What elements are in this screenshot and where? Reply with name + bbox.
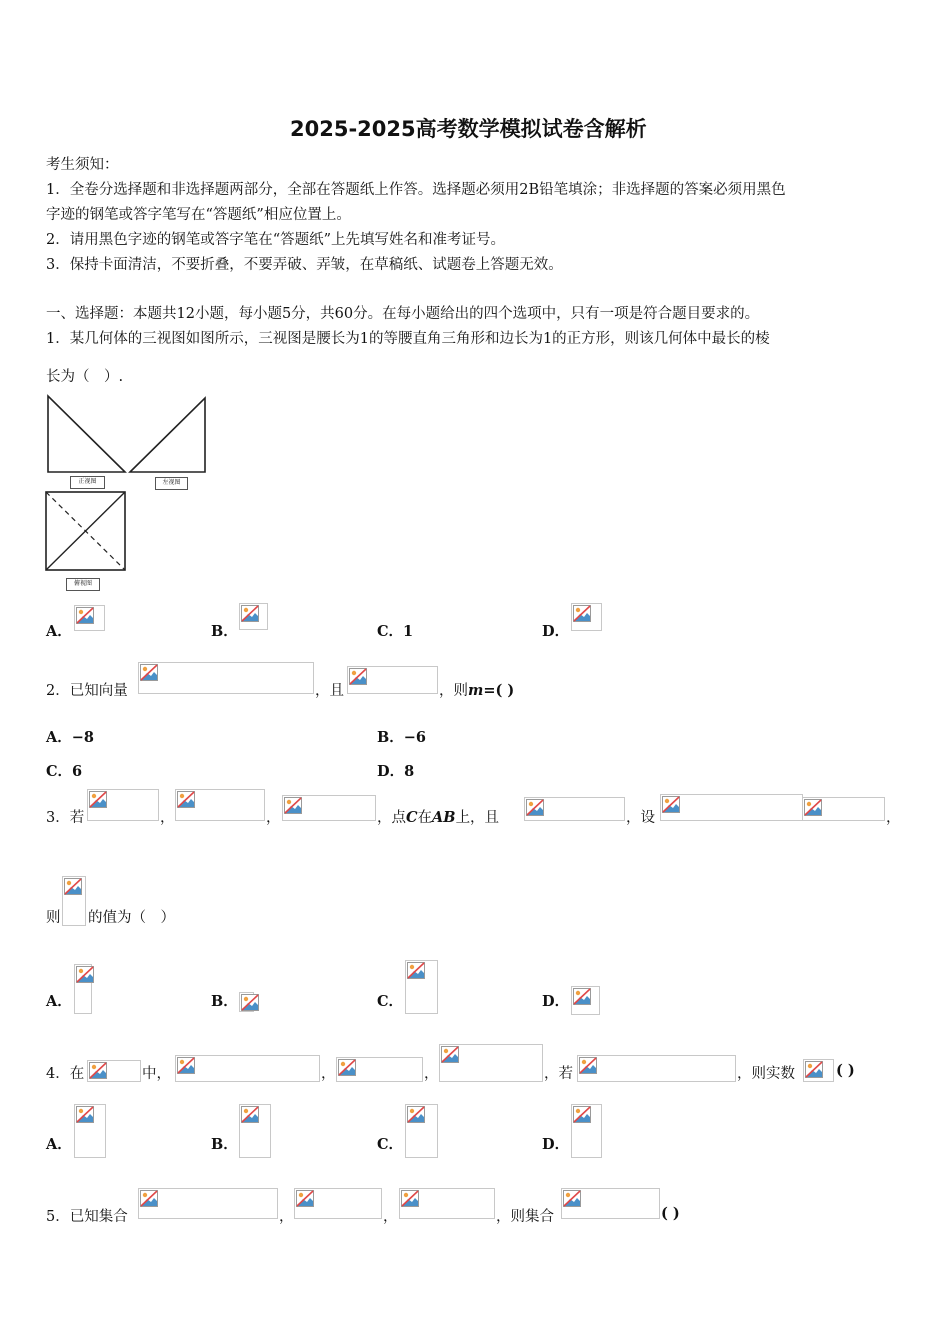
- broken-image-icon: [177, 1057, 195, 1074]
- broken-image-icon: [804, 799, 822, 816]
- broken-image-icon: [407, 1106, 425, 1123]
- q3-point-clause: [377, 806, 499, 827]
- q5-comma: ，: [279, 1209, 294, 1225]
- formula-image: [239, 1104, 271, 1158]
- q4-option-b[interactable]: B．: [211, 1136, 238, 1153]
- formula-image: [62, 876, 86, 926]
- q2-mid: ，且: [315, 683, 344, 699]
- formula-image: [803, 1059, 834, 1082]
- q4-prefix: 4．在: [46, 1066, 85, 1082]
- broken-image-icon: [76, 966, 94, 983]
- q1-option-a[interactable]: A．: [46, 623, 72, 640]
- formula-image: [175, 1055, 320, 1082]
- q4-comma: ，: [424, 1066, 439, 1082]
- q2-prefix: 2．已知向量: [46, 683, 128, 699]
- formula-image: [405, 1104, 438, 1158]
- formula-image: [138, 662, 314, 694]
- broken-image-icon: [349, 668, 367, 685]
- q5-comma: ，: [383, 1209, 398, 1225]
- broken-image-icon: [241, 605, 259, 622]
- q1-stem: 1．某几何体的三视图如图所示，三视图是腰长为1的等腰直角三角形和边长为1的正方形，则该几何体中最长的棱: [46, 331, 770, 347]
- q2-then: ，则: [439, 683, 468, 699]
- formula-image: [87, 789, 159, 821]
- formula-image: [802, 797, 885, 821]
- three-view-figure: [40, 392, 210, 597]
- q4-comma: ，: [321, 1066, 336, 1082]
- broken-image-icon: [526, 799, 544, 816]
- broken-image-icon: [338, 1059, 356, 1076]
- formula-image: [439, 1044, 543, 1082]
- q3-shang: 上，且: [455, 810, 500, 826]
- side-view-caption: 左视图: [155, 477, 188, 490]
- broken-image-icon: [140, 1190, 158, 1207]
- q4-paren: ( ): [836, 1062, 855, 1079]
- page-title: 2025-2025高考数学模拟试卷含解析: [290, 117, 647, 141]
- q3-option-d[interactable]: D．: [542, 993, 570, 1010]
- top-view-caption: 俯视图: [66, 578, 100, 591]
- q3-comma: ，: [160, 810, 175, 826]
- formula-image: [87, 1060, 141, 1082]
- front-view-triangle: [48, 396, 125, 472]
- notice-item: 2．请用黑色字迹的钢笔或答字笔在“答题纸”上先填写姓名和准考证号。: [46, 232, 506, 248]
- q2-option-a[interactable]: A．−8: [46, 729, 94, 746]
- broken-image-icon: [89, 791, 107, 808]
- formula-image: [524, 797, 625, 821]
- q2-tail: =( ): [483, 682, 515, 699]
- broken-image-icon: [441, 1046, 459, 1063]
- broken-image-icon: [573, 1106, 591, 1123]
- q4-option-d[interactable]: D．: [542, 1136, 570, 1153]
- formula-image: [405, 960, 438, 1014]
- broken-image-icon: [805, 1061, 823, 1078]
- formula-image: [571, 1104, 602, 1158]
- broken-image-icon: [296, 1190, 314, 1207]
- q3-comma: ，: [886, 810, 901, 826]
- q4-ruo: ，若: [544, 1066, 573, 1082]
- formula-image: [175, 789, 265, 821]
- broken-image-icon: [76, 1106, 94, 1123]
- broken-image-icon: [241, 994, 259, 1011]
- q2-option-d[interactable]: D．8: [377, 763, 415, 780]
- q1-stem-cont: 长为（ ）.: [46, 369, 124, 385]
- formula-image: [347, 666, 438, 694]
- side-view-triangle: [130, 398, 205, 472]
- formula-image: [138, 1188, 278, 1219]
- formula-image: [571, 986, 600, 1015]
- q2-variable: m: [468, 682, 484, 699]
- q3-value-text: 的值为（ ）: [88, 910, 175, 926]
- q3-point-text: ，点: [377, 810, 406, 826]
- q3-prefix: 3．若: [46, 810, 85, 826]
- q2-option-c[interactable]: C．6: [46, 763, 83, 780]
- formula-image: [74, 605, 105, 631]
- broken-image-icon: [177, 791, 195, 808]
- q3-point-c: C: [406, 809, 418, 826]
- q4-shishu: ，则实数: [737, 1066, 795, 1082]
- q3-option-a[interactable]: A．: [46, 993, 72, 1010]
- q3-comma: ，: [266, 810, 281, 826]
- broken-image-icon: [573, 988, 591, 1005]
- formula-image: [561, 1188, 660, 1219]
- q2-suffix: [439, 679, 514, 700]
- formula-image: [399, 1188, 495, 1219]
- broken-image-icon: [579, 1057, 597, 1074]
- formula-image: [74, 1104, 106, 1158]
- q3-then: 则: [46, 910, 61, 926]
- q1-option-d[interactable]: D．: [542, 623, 570, 640]
- broken-image-icon: [573, 605, 591, 622]
- q5-then: ，则集合: [496, 1209, 554, 1225]
- broken-image-icon: [76, 607, 94, 624]
- q1-option-c[interactable]: C．1: [377, 623, 414, 640]
- formula-image: [282, 795, 376, 821]
- formula-image: [239, 992, 254, 1012]
- broken-image-icon: [563, 1190, 581, 1207]
- front-view-caption: 正视图: [70, 476, 105, 489]
- q3-option-b[interactable]: B．: [211, 993, 238, 1010]
- q4-zhong: 中，: [142, 1066, 171, 1082]
- formula-image: [74, 964, 92, 1014]
- notice-heading: 考生须知：: [46, 157, 119, 173]
- formula-image: [239, 603, 268, 630]
- broken-image-icon: [407, 962, 425, 979]
- broken-image-icon: [64, 878, 82, 895]
- q5-paren: ( ): [661, 1205, 680, 1222]
- formula-image: [571, 603, 602, 631]
- q3-zai: 在: [417, 810, 433, 826]
- broken-image-icon: [662, 796, 680, 813]
- q3-segment-ab: AB: [432, 809, 456, 826]
- q4-option-c[interactable]: C．: [377, 1136, 404, 1153]
- q2-option-b[interactable]: B．−6: [377, 729, 426, 746]
- broken-image-icon: [140, 664, 158, 681]
- formula-image: [294, 1188, 382, 1219]
- q3-she: ，设: [626, 810, 655, 826]
- broken-image-icon: [284, 797, 302, 814]
- broken-image-icon: [241, 1106, 259, 1123]
- broken-image-icon: [401, 1190, 419, 1207]
- broken-image-icon: [89, 1062, 107, 1079]
- formula-image: [577, 1055, 736, 1082]
- section-heading: 一、选择题：本题共12小题，每小题5分，共60分。在每小题给出的四个选项中，只有一项是符合题目要求的。: [46, 306, 760, 322]
- q5-prefix: 5．已知集合: [46, 1209, 128, 1225]
- q3-option-c[interactable]: C．: [377, 993, 404, 1010]
- q1-option-b[interactable]: B．: [211, 623, 238, 640]
- q4-option-a[interactable]: A．: [46, 1136, 72, 1153]
- formula-image: [660, 794, 803, 821]
- notice-item: 3．保持卡面清洁，不要折叠，不要弄破、弄皱，在草稿纸、试题卷上答题无效。: [46, 257, 563, 273]
- notice-item: 字迹的钢笔或答字笔写在“答题纸”相应位置上。: [46, 207, 351, 223]
- formula-image: [336, 1057, 423, 1082]
- notice-item: 1．全卷分选择题和非选择题两部分，全部在答题纸上作答。选择题必须用2B铅笔填涂；非选择题的答案必须用黑色: [46, 182, 786, 198]
